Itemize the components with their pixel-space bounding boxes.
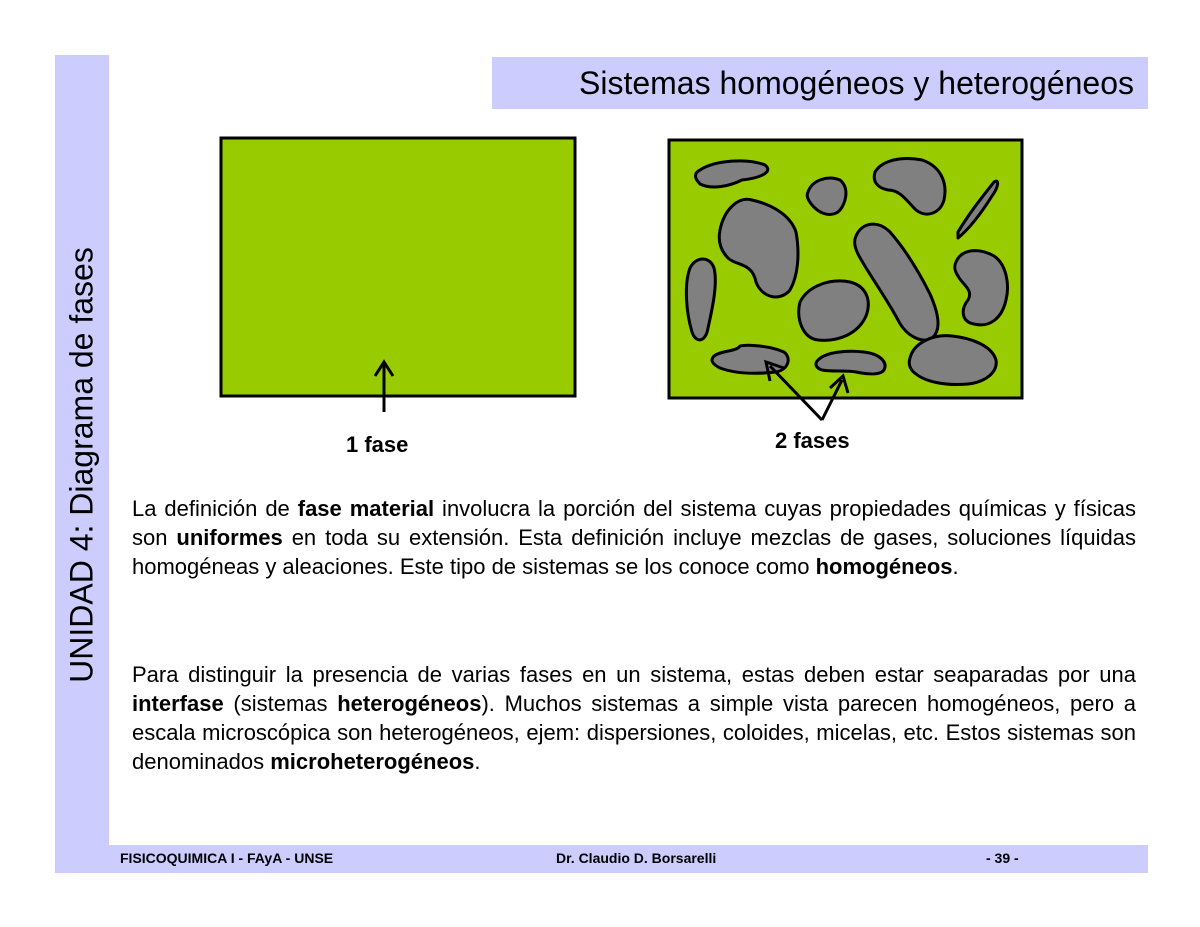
- paragraph-homogeneous: [132, 494, 1136, 581]
- label-2-fases: 2 fases: [775, 428, 850, 453]
- bold-term: uniformes: [176, 525, 283, 550]
- label-1-fase: 1 fase: [346, 432, 409, 457]
- unit-title: UNIDAD 4: Diagrama de fases: [63, 247, 100, 683]
- bold-term: homogéneos: [815, 554, 953, 579]
- bold-term: interfase: [132, 691, 224, 716]
- homogeneous-system: [221, 138, 575, 396]
- footer-page-number: - 39 -: [986, 850, 1019, 866]
- bold-term: microheterogéneos: [270, 749, 475, 774]
- text-span: ). Muchos sistemas a simple vista parecen homogéneos, pero a escala microscópica son heterogéneos, ejem: dispersiones, coloides, micelas, etc. Estos sistemas son denominados: [132, 691, 1136, 774]
- text-span: Para distinguir la presencia de varias fases en un sistema, estas deben estar seaparadas por una: [132, 662, 1136, 687]
- text-span: .: [474, 749, 481, 774]
- slide-title: Sistemas homogéneos y heterogéneos: [578, 65, 1134, 101]
- bold-term: heterogéneos: [337, 691, 482, 716]
- particle: [816, 351, 885, 374]
- footer-author: Dr. Claudio D. Borsarelli: [556, 850, 717, 866]
- text-span: involucra la porción del sistema cuyas propiedades químicas y físicas son: [132, 496, 1137, 550]
- text-span: La definición de: [132, 496, 298, 521]
- bold-term: fase material: [297, 496, 435, 521]
- text-span: .: [952, 554, 959, 579]
- text-span: en toda su extensión. Esta definición incluye mezclas de gases, soluciones líquidas homogéneas y aleaciones. Este tipo de sistemas se los conoce como: [132, 525, 1136, 579]
- paragraph-heterogeneous: [132, 660, 1136, 776]
- footer-course: FISICOQUIMICA I - FAyA - UNSE: [120, 850, 334, 866]
- text-span: (sistemas: [223, 691, 338, 716]
